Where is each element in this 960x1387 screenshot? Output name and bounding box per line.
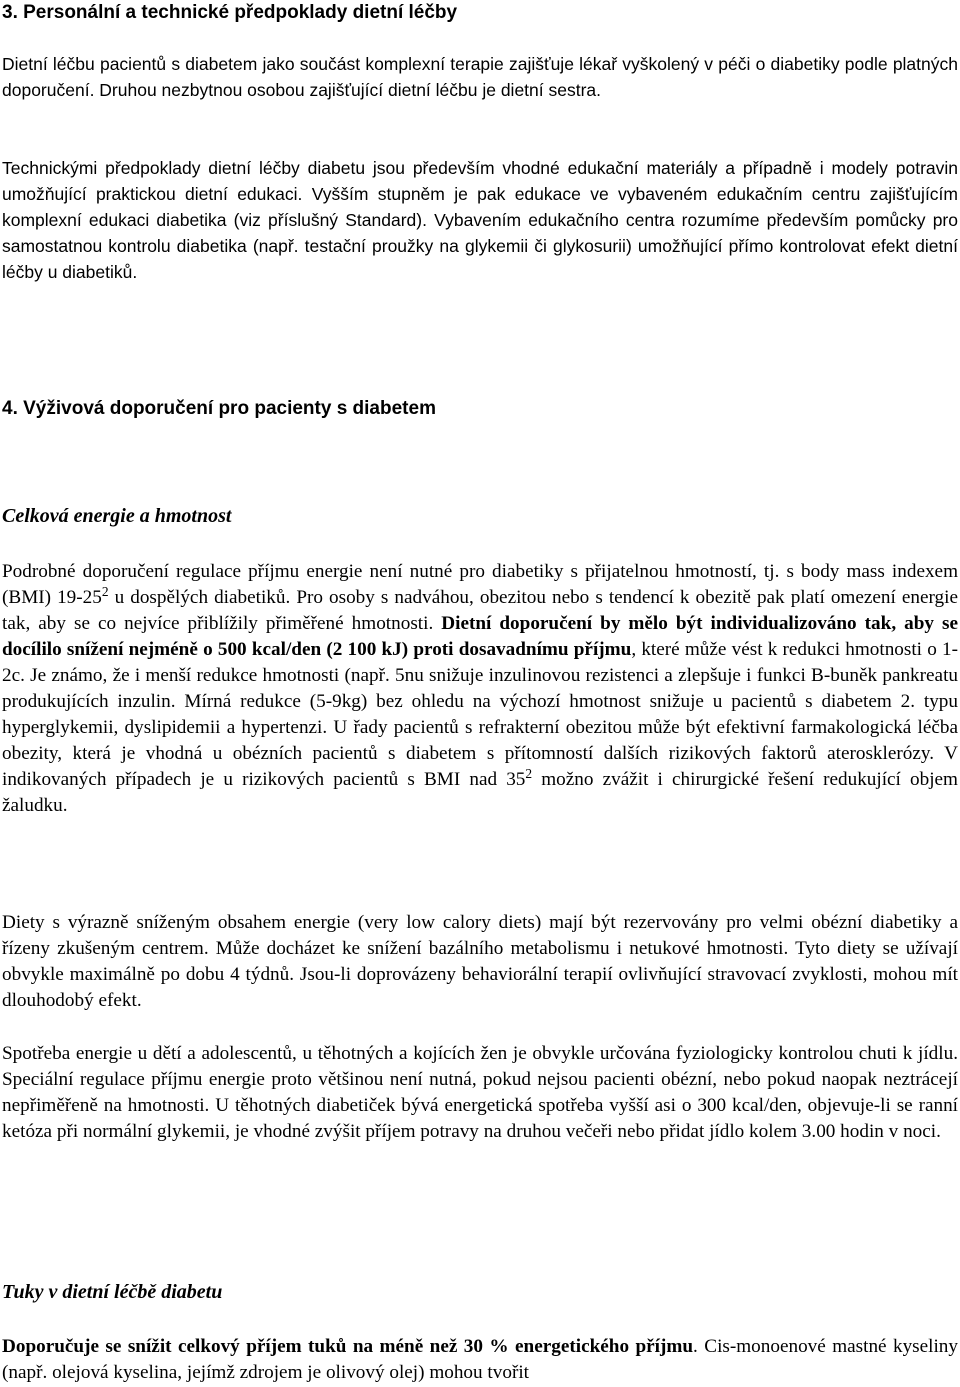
section-3-paragraph-2: Technickými předpoklady dietní léčby diabetu jsou především vhodné edukační materiály a případně i modely potravin umožňující praktickou dietní edukaci. Vyšším stupněm je pak edukace ve vybaveném edukačním centru zajišťujícím komplexní edukaci diabetika (viz příslušný Standard). Vybavením edukačního centra rozumíme především pomůcky pro samostatnou kontrolu diabetika (např. testační proužky na glykemii či glykosurii) umožňující přímo kontrolovat efekt dietní léčby u diabetiků. (2, 158, 958, 282)
section-3-paragraph-1: Dietní léčbu pacientů s diabetem jako součást komplexní terapie zajišťuje lékař vyškolený v péči o diabetiky podle platných doporučení. Druhou nezbytnou osobou zajišťující dietní léčbu je dietní sestra. (2, 54, 958, 100)
energy-paragraph-1 (2, 559, 958, 819)
energy-paragraph-3: Spotřeba energie u dětí a adolescentů, u těhotných a kojících žen je obvykle určována fyziologicky kontrolou chuti k jídlu. Speciální regulace příjmu energie proto většinou není nutná, pokud nejsou pacienti obézní, nebo pokud naopak neztrácejí nepřiměřeně na hmotnosti. U těhotných diabetiček bývá energetická spotřeba vyšší asi o 300 kcal/den, objevuje-li se ranní ketóza při normální glykemii, je vhodné zvýšit příjem potravy na druhou večeři nebo přidat jídlo kolem 3.00 hodin v noci. (2, 1043, 958, 1142)
subheading-energy-weight: Celková energie a hmotnost (2, 505, 232, 527)
energy-p1-text-c: , které může vést k redukci hmotnosti o 1-2c. Je známo, že i menší redukce hmotnosti (např. 5nu snižuje inzulinovou rezistenci a zlepšuje i funkci B-buněk pankreatu produkujících inzulin. Mírná redukce (5-9kg) bez ohledu na výchozí hmotnost snižuje u pacientů s diabetem 2. typu hyperglykemii, dyslipidemii a hypertenzi. U řady pacientů s refrakterní obezitou může být efektivní farmakologická léčba obezity, která je vhodná u obézních pacientů s diabetem s přítomností dalších rizikových faktorů aterosklerózy. V indikovaných případech je u rizikových pacientů s BMI nad 35 (2, 639, 958, 790)
energy-p1-text-d: možno zvážit i chirurgické řešení redukující objem žaludku. (2, 769, 958, 816)
subheading-fats: Tuky v dietní léčbě diabetu (2, 1281, 223, 1303)
fats-paragraph-1 (2, 1334, 958, 1386)
energy-p1-text-a: Podrobné doporučení regulace příjmu energie není nutné pro diabetiky s přijatelnou hmotností, tj. s body mass indexem (BMI) 19-25 (2, 561, 958, 608)
fats-p1-rest: . Cis-monoenové mastné kyseliny (např. olejová kyselina, jejímž zdrojem je olivový olej) mohou tvořit (2, 1336, 958, 1383)
energy-paragraph-2: Diety s výrazně sníženým obsahem energie (very low calory diets) mají být rezervovány pro velmi obézní diabetiky a řízeny zkušeným centrem. Může docházet ke snížení bazálního metabolismu i netukové hmotnosti. Tyto diety se užívají obvykle maximálně po dobu 4 týdnů. Jsou-li doprovázeny behaviorální terapií ovlivňující stravovací zvyklosti, mohou mít dlouhodobý efekt. (2, 912, 958, 1011)
section-3-heading: 3. Personální a technické předpoklady dietní léčby (2, 2, 458, 23)
section-4-heading: 4. Výživová doporučení pro pacienty s diabetem (2, 398, 436, 419)
energy-p1-sup-1: 2 (101, 584, 109, 599)
energy-p1-bold: Dietní doporučení by mělo být individualizováno tak, aby se docílilo snížení nejméně o 500 kcal/den (2 100 kJ) proti dosavadnímu příjmu (2, 613, 958, 660)
energy-p1-text-b: u dospělých diabetiků. Pro osoby s nadváhou, obezitou nebo s tendencí k obezitě pak platí omezení energie tak, aby se co nejvíce přiblížily přiměřené hmotnosti. (2, 587, 958, 634)
energy-p1-sup-2: 2 (525, 766, 533, 781)
fats-p1-bold: Doporučuje se snížit celkový příjem tuků na méně než 30 % energetického příjmu (2, 1336, 694, 1357)
